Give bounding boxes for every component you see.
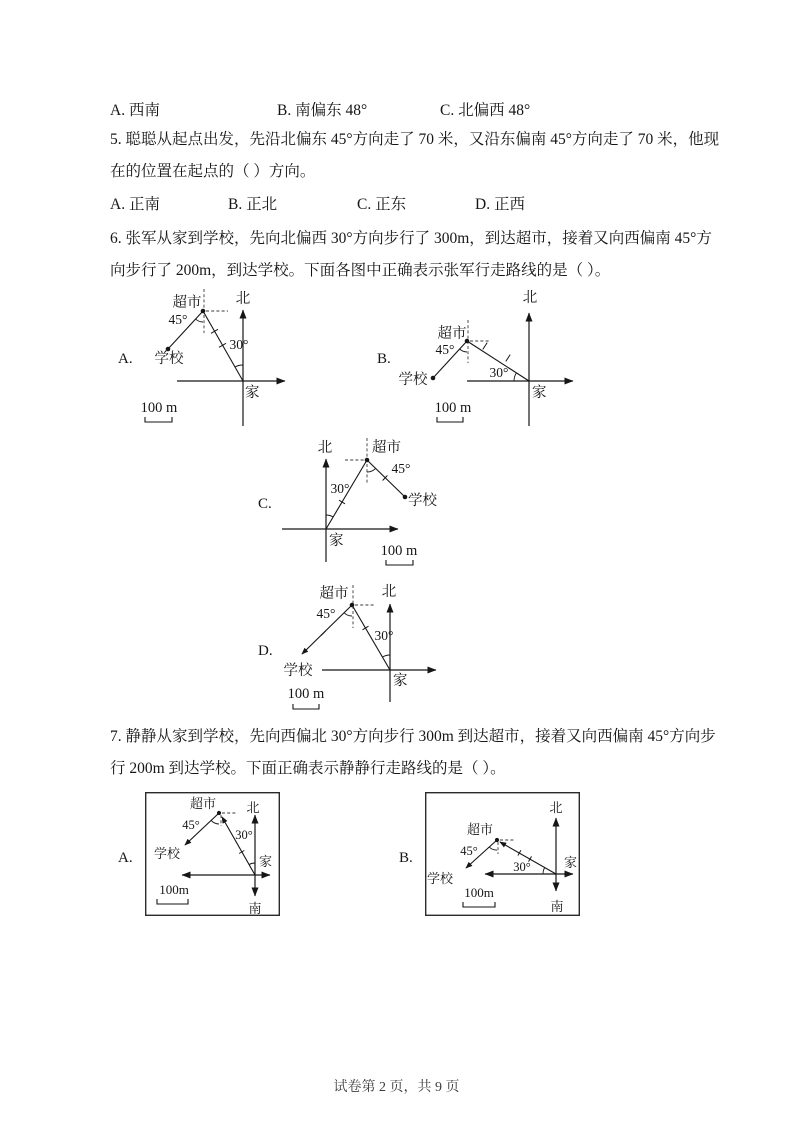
school-label: 学校 — [283, 663, 313, 679]
angle-45-label: 45° — [391, 461, 411, 476]
north-label: 北 — [246, 800, 260, 815]
q7-choice-letter-b: B. — [399, 850, 413, 866]
north-label: 北 — [522, 290, 538, 306]
angle-45-label: 45° — [316, 606, 336, 621]
route-home-market — [222, 817, 255, 875]
angle-arc — [235, 365, 243, 367]
scale-bracket — [145, 417, 172, 422]
angle-30-label: 30° — [229, 337, 249, 352]
angle-45-label: 45° — [460, 844, 478, 858]
page-footer: 试卷第 2 页，共 9 页 — [333, 1080, 460, 1095]
q6-text-line1: 6. 张军从家到学校，先向北偏西 30°方向步行了 300m，到达超市，接着又向西偏南 45°方 — [110, 230, 712, 247]
angle-arc — [249, 863, 255, 865]
home-label: 家 — [393, 673, 408, 689]
q4-option-a: A. 西南 — [110, 102, 160, 119]
angle-30-label: 30° — [374, 628, 394, 643]
tick-mark — [219, 343, 226, 347]
angle-30-label: 30° — [330, 481, 350, 496]
home-label: 家 — [259, 854, 273, 869]
tick-mark — [339, 500, 345, 504]
q6-diagram-a — [115, 288, 295, 428]
north-label: 北 — [235, 291, 251, 307]
q4-option-b: B. 南偏东 48° — [277, 102, 368, 119]
q6-choice-letter-a: A. — [118, 351, 133, 367]
school-label: 学校 — [408, 493, 437, 509]
market-label: 超市 — [172, 295, 202, 311]
q6-diagram-d — [275, 580, 455, 715]
scale-label: 100 m — [380, 543, 418, 559]
q7-diagram-b — [425, 792, 580, 916]
home-label: 家 — [532, 385, 547, 401]
market-label: 超市 — [437, 326, 467, 342]
angle-arc — [196, 319, 203, 322]
angle-arc — [326, 515, 333, 517]
angle-45-label: 45° — [182, 818, 200, 832]
market-label: 超市 — [466, 822, 494, 837]
angle-arc — [460, 349, 467, 352]
angle-45-label: 45° — [435, 342, 455, 357]
tick-mark — [363, 626, 369, 630]
angle-30-label: 30° — [235, 828, 253, 842]
angle-arc — [489, 847, 497, 850]
q5-option-d: D. 正西 — [475, 196, 525, 213]
scale-bracket — [386, 560, 413, 565]
tick-mark — [211, 329, 218, 333]
scale-bracket — [437, 417, 463, 422]
q7-diagram-a — [145, 792, 280, 916]
angle-arc — [211, 820, 219, 824]
market-label: 超市 — [319, 586, 349, 602]
tick-mark — [483, 343, 487, 350]
school-label: 学校 — [154, 351, 184, 367]
scale-bracket — [293, 704, 319, 709]
q6-diagram-b — [395, 288, 615, 428]
school-label: 学校 — [153, 846, 181, 861]
market-point — [365, 458, 370, 463]
q7-text-line1: 7. 静静从家到学校，先向西偏北 30°方向步行 300m 到达超市，接着又向西偏南 45°方向步 — [110, 728, 716, 745]
angle-arc — [514, 373, 516, 381]
north-label: 北 — [381, 584, 397, 600]
scale-label: 100 m — [140, 400, 178, 416]
angle-arc — [543, 868, 545, 875]
school-label: 学校 — [427, 871, 454, 886]
q7-text-line2: 行 200m 到达学校。下面正确表示静静行走路线的是（ ）。 — [110, 760, 506, 777]
angle-arc — [367, 468, 376, 472]
q5-text-line1: 5. 聪聪从起点出发，先沿北偏东 45°方向走了 70 米，又沿东偏南 45°方向走了 70 米，他现 — [110, 131, 720, 148]
scale-label: 100 m — [287, 686, 325, 702]
school-label: 学校 — [398, 372, 428, 388]
angle-45-label: 45° — [168, 312, 188, 327]
q4-option-c: C. 北偏西 48° — [440, 102, 531, 119]
q5-option-b: B. 正北 — [228, 196, 278, 213]
school-point — [403, 495, 408, 500]
q6-diagram-c — [255, 432, 455, 572]
home-label: 家 — [245, 385, 260, 401]
q5-option-c: C. 正东 — [357, 196, 407, 213]
scale-label: 100m — [159, 882, 189, 897]
q6-text-line2: 向步行了 200m，到达学校。下面各图中正确表示张军行走路线的是（ ）。 — [110, 262, 611, 279]
home-label: 家 — [329, 533, 344, 549]
north-label: 北 — [317, 440, 333, 456]
north-label: 北 — [549, 800, 563, 815]
south-label: 南 — [550, 899, 564, 914]
market-point — [350, 603, 355, 608]
angle-30-label: 30° — [513, 860, 531, 874]
home-label: 家 — [564, 855, 578, 870]
market-label: 超市 — [189, 796, 217, 811]
tick-mark — [506, 355, 510, 362]
angle-30-label: 30° — [489, 365, 509, 380]
angle-arc — [382, 655, 390, 657]
q6-choice-letter-c: C. — [258, 496, 272, 512]
market-point — [495, 838, 499, 842]
scale-bracket — [463, 902, 495, 907]
scale-bracket — [157, 899, 188, 904]
school-point — [431, 376, 436, 381]
scale-label: 100 m — [434, 400, 472, 416]
scale-label: 100m — [464, 885, 494, 900]
q5-text-line2: 在的位置在起点的（ ）方向。 — [110, 163, 316, 180]
south-label: 南 — [248, 901, 262, 916]
tick-mark — [321, 631, 326, 636]
angle-arc — [344, 613, 352, 616]
q5-option-a: A. 正南 — [110, 196, 160, 213]
q6-choice-letter-b: B. — [377, 351, 391, 367]
market-label: 超市 — [372, 440, 401, 456]
q6-choice-letter-d: D. — [258, 643, 273, 659]
market-point — [217, 811, 221, 815]
q7-choice-letter-a: A. — [118, 850, 133, 866]
